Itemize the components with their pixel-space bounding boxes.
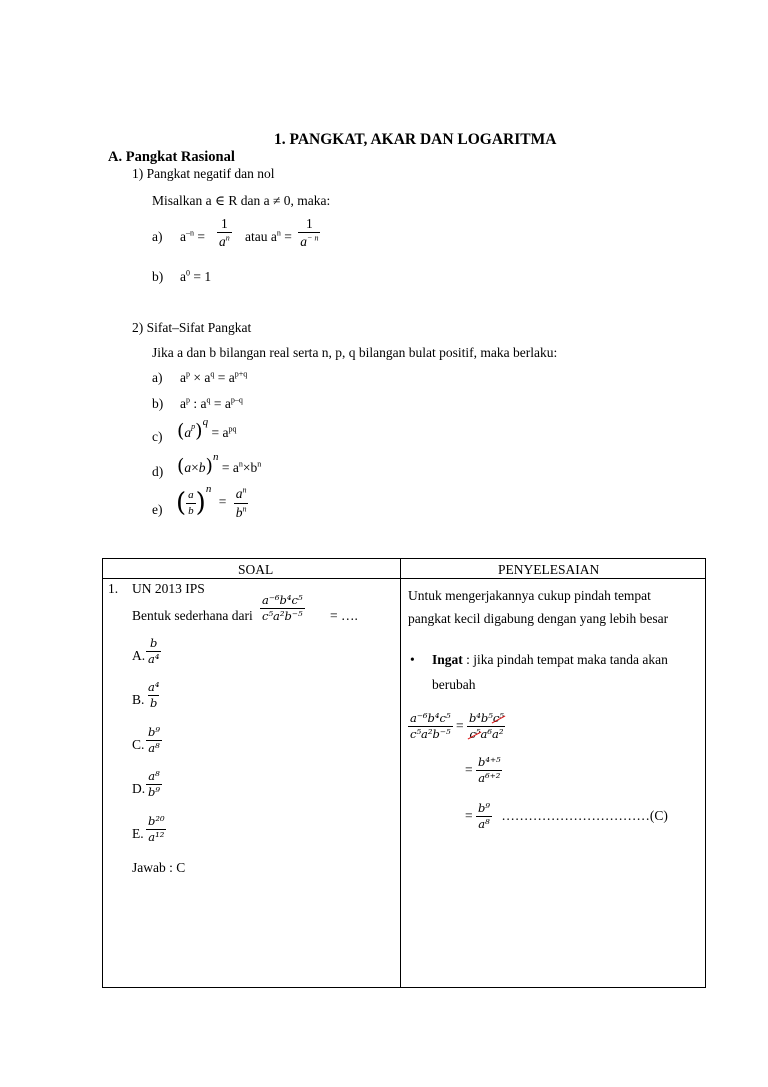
section-a-heading: A. Pangkat Rasional	[108, 149, 235, 165]
sub1-item-b-label: b)	[152, 269, 164, 284]
sub1-item-b: $a^0 = 1$	[180, 268, 212, 284]
sub2-item-e-label: e)	[152, 502, 163, 517]
sub2-item-e: ( $\frac{a}{b}$ )$^n$ = $\frac{a^n}{b^n}$	[176, 483, 247, 520]
option-e-label: E.	[132, 826, 144, 841]
option-b-label: B.	[132, 692, 145, 707]
sub2-item-b: $a^p$ : $a^q = a^{p-q}$	[180, 395, 243, 411]
sub2-item-c: $(a^p)^q = a^{pq}$	[177, 416, 237, 442]
sub2-item-c-label: c)	[152, 429, 163, 444]
option-c-fraction: $\frac{\text{b⁹}}{\text{a⁸}}$	[148, 725, 160, 756]
bullet-icon: •	[410, 652, 415, 667]
step-3: = $\frac{\text{b⁹}}{\text{a⁸}}$ ……………………………(C)	[465, 801, 668, 832]
answer-text: Jawab : C	[132, 860, 186, 875]
option-e-fraction: $\frac{\text{b²⁰}}{\text{a¹²}}$	[148, 814, 165, 845]
sub1-frac1: $\frac{1}{a^n}$	[219, 216, 230, 249]
step-2: = $\frac{\text{b⁴⁺⁵}}{\text{a⁶⁺²}}$	[465, 755, 501, 786]
option-a-fraction: $\frac{b}{\text{a⁴}}$	[148, 636, 160, 667]
question-text: Bentuk sederhana dari	[132, 608, 253, 623]
option-b-fraction: $\frac{\text{a⁴}}{b}$	[148, 680, 160, 711]
table-left-border	[102, 558, 103, 988]
ingat-note-line-2: berubah	[432, 677, 476, 692]
step-1: $\frac{\text{a⁻⁶b⁴c⁵}}{\text{c⁵a²b⁻⁵}}$ = $\frac{\text{b⁴b⁵c⁵}}{\text{c⁵a⁶a²}}$	[410, 711, 504, 742]
table-right-border	[705, 558, 706, 988]
option-a-label: A.	[132, 648, 146, 663]
question-tail: = ….	[330, 608, 358, 623]
header-soal: SOAL	[238, 562, 274, 577]
option-c-label: C.	[132, 737, 145, 752]
sub2-item-d-label: d)	[152, 464, 164, 479]
option-d-fraction: $\frac{\text{a⁸}}{\text{b⁹}}$	[148, 769, 160, 800]
solution-line-1: Untuk mengerjakannya cukup pindah tempat	[408, 588, 651, 603]
page-title: 1. PANGKAT, AKAR DAN LOGARITMA	[274, 131, 557, 148]
table-column-divider	[400, 558, 401, 988]
sub2-item-d: $(a\times b)^n = a^n\times b^n$	[177, 451, 262, 477]
sub2-item-a: $a^p \times a^q = a^{p+q}$	[180, 369, 248, 385]
sub1-item-a-label: a)	[152, 229, 163, 244]
sub2-heading: 2) Sifat–Sifat Pangkat	[132, 320, 252, 335]
table-top-border	[102, 558, 706, 559]
header-penyelesaian: PENYELESAIAN	[498, 562, 600, 577]
sub1-intro: Misalkan a ∈ R dan a ≠ 0, maka:	[152, 193, 331, 208]
sub1-frac2: $\frac{1}{a^{- n}}$	[300, 216, 319, 249]
question-number: 1.	[108, 581, 119, 596]
table-header-border	[102, 578, 706, 579]
sub2-item-a-label: a)	[152, 370, 163, 385]
solution-line-2: pangkat kecil digabung dengan yang lebih besar	[408, 611, 669, 626]
sub1-item-a-or: atau $a^n$ =	[245, 228, 292, 244]
question-fraction: $\frac{\text{a⁻⁶b⁴c⁵}}{\text{c⁵a²b⁻⁵}}$	[262, 593, 303, 624]
sub1-item-a-lhs: $a^{-n}$ =	[180, 228, 205, 244]
ingat-note: Ingat : jika pindah tempat maka tanda akan	[432, 652, 668, 667]
option-d-label: D.	[132, 781, 146, 796]
sub2-item-b-label: b)	[152, 396, 164, 411]
sub1-heading: 1) Pangkat negatif dan nol	[132, 166, 275, 181]
sub2-intro: Jika a dan b bilangan real serta n, p, q bilangan bulat positif, maka berlaku:	[152, 345, 558, 360]
table-bottom-border	[102, 987, 706, 988]
question-source: UN 2013 IPS	[132, 581, 205, 596]
